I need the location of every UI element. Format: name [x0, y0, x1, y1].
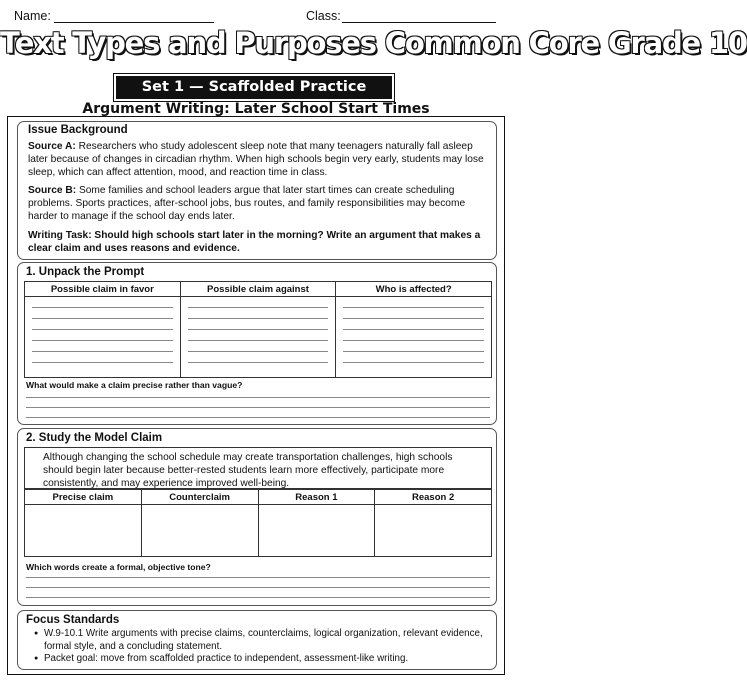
answer-line[interactable]	[26, 587, 490, 588]
source-b-label: Source B:	[28, 185, 77, 196]
focus-standards-list	[34, 628, 489, 666]
class-field[interactable]	[342, 22, 496, 23]
unpack-heading: 1. Unpack the Prompt	[26, 266, 145, 278]
source-a-label: Source A:	[28, 141, 76, 152]
reason-2-cell[interactable]	[375, 505, 492, 557]
col-counterclaim: Counterclaim	[141, 490, 258, 505]
col-reason-1: Reason 1	[258, 490, 375, 505]
who-affected-lines[interactable]	[336, 297, 492, 378]
issue-background-box	[17, 121, 497, 260]
study-model-box	[17, 428, 497, 606]
counterclaim-cell[interactable]	[141, 505, 258, 557]
answer-line[interactable]	[26, 407, 490, 408]
precise-claim-cell[interactable]	[25, 505, 142, 557]
reason-1-cell[interactable]	[258, 505, 375, 557]
precise-claim-question: What would make a claim precise rather than vague?	[26, 380, 243, 390]
list-item: ● Packet goal: move from scaffolded practice to independent, assessment-like writing.	[34, 653, 489, 666]
study-heading: 2. Study the Model Claim	[26, 432, 163, 444]
worksheet-title: Text Types and Purposes Common Core Grade 10	[0, 26, 747, 60]
source-a-paragraph	[28, 140, 490, 179]
focus-heading: Focus Standards	[26, 614, 120, 626]
source-b-text: Some families and school leaders argue that later start times can create scheduling problems. Sports practices, after-school jobs, bus routes, and family responsibilities may become harder to manage if the school day ends later.	[28, 185, 466, 222]
col-who-affected: Who is affected?	[336, 282, 492, 297]
unpack-header-row	[25, 282, 492, 297]
source-a-text: Researchers who study adolescent sleep note that many teenagers naturally fall asleep later because of changes in circadian rhythm. When high schools begin very early, students may lose sleep, which can affect attention, mood, and reaction time in class.	[28, 141, 484, 178]
list-item: ● W.9-10.1 Write arguments with precise claims, counterclaims, logical organization, relevant evidence, formal style, and a concluding statement.	[34, 628, 489, 653]
answer-line[interactable]	[26, 577, 490, 578]
name-class-header	[14, 7, 498, 27]
unpack-table	[24, 281, 492, 378]
answer-line[interactable]	[26, 597, 490, 598]
model-claim-table	[24, 489, 492, 557]
model-writing-row	[25, 505, 492, 557]
source-b-paragraph	[28, 184, 490, 223]
formal-tone-question: Which words create a formal, objective tone?	[26, 562, 211, 572]
set-banner: Set 1 — Scaffolded Practice	[116, 76, 392, 99]
claim-against-lines[interactable]	[180, 297, 336, 378]
worksheet-subtitle: Argument Writing: Later School Start Times	[82, 101, 430, 117]
answer-line[interactable]	[26, 397, 490, 398]
col-precise-claim: Precise claim	[25, 490, 142, 505]
model-header-row	[25, 490, 492, 505]
col-claim-against: Possible claim against	[180, 282, 336, 297]
answer-line[interactable]	[26, 417, 490, 418]
class-label: Class:	[306, 9, 341, 23]
writing-task: Writing Task: Should high schools start later in the morning? Write an argument that makes a clear claim and uses reasons and evidence.	[28, 230, 481, 254]
name-label: Name:	[14, 9, 51, 23]
col-reason-2: Reason 2	[375, 490, 492, 505]
unpack-prompt-box	[17, 262, 497, 425]
unpack-writing-row	[25, 297, 492, 378]
name-field[interactable]	[54, 22, 214, 23]
issue-heading: Issue Background	[28, 124, 128, 136]
col-claim-favor: Possible claim in favor	[25, 282, 181, 297]
claim-favor-lines[interactable]	[25, 297, 181, 378]
model-claim-text: Although changing the school schedule may create transportation challenges, high schools should begin later because better-rested students learn more effectively, participate more consistently, and may experience improved well-being.	[24, 447, 492, 489]
focus-standards-box	[17, 610, 497, 670]
